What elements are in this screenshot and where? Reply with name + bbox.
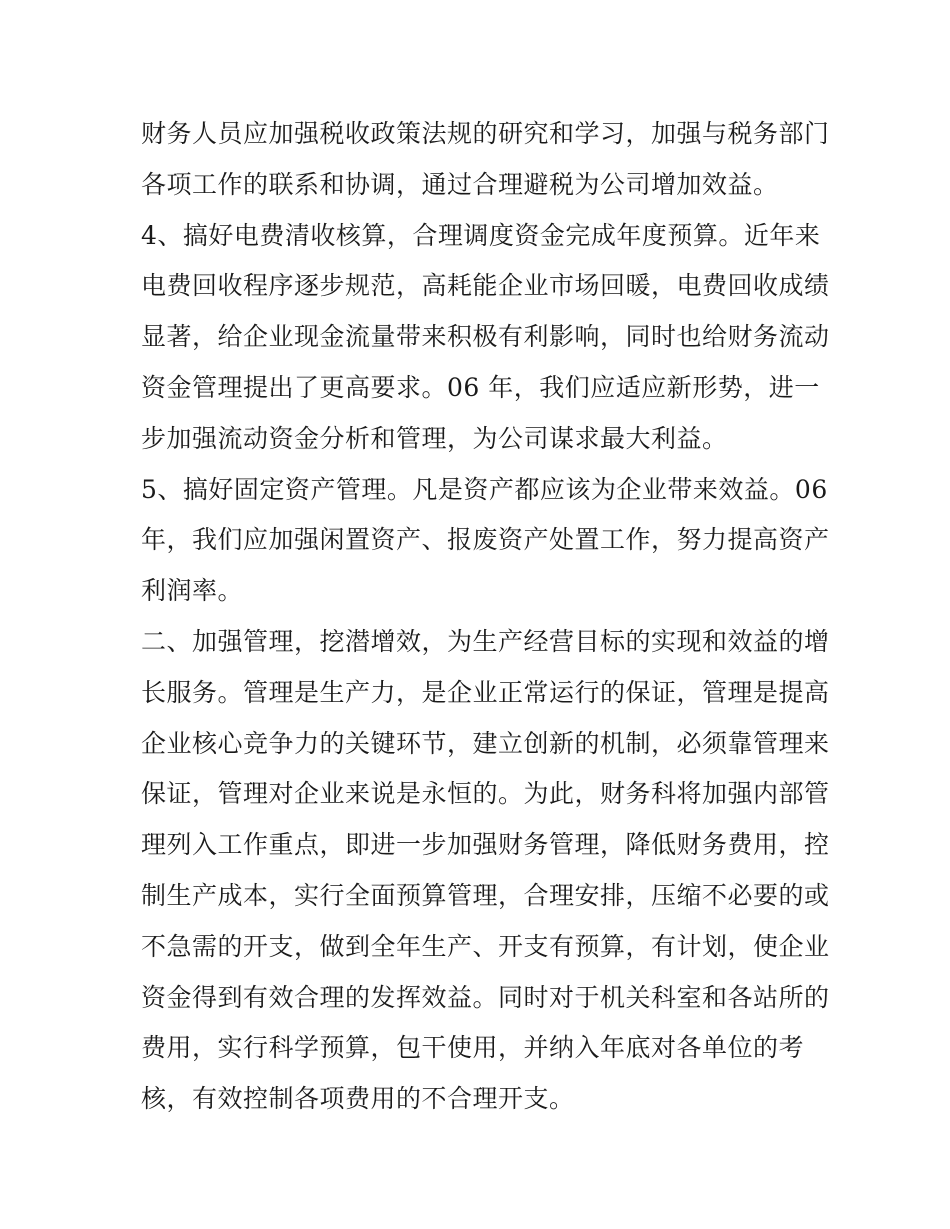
text-line: 企业核心竞争力的关键环节，建立创新的机制，必须靠管理来 — [141, 728, 830, 758]
text-line: 步加强流动资金分析和管理，为公司谋求最大利益。 — [141, 423, 728, 453]
text-line: 制生产成本，实行全面预算管理，合理安排，压缩不必要的或 — [141, 880, 830, 910]
text-line: 5、搞好固定资产管理。凡是资产都应该为企业带来效益。06 — [141, 474, 828, 504]
document-body — [141, 109, 830, 1125]
text-line: 二、加强管理，挖潜增效，为生产经营目标的实现和效益的增 — [141, 626, 830, 656]
text-line: 各项工作的联系和协调，通过合理避税为公司增加效益。 — [141, 169, 779, 199]
text-line: 电费回收程序逐步规范，高耗能企业市场回暖，电费回收成绩 — [141, 271, 830, 301]
text-line: 不急需的开支，做到全年生产、开支有预算，有计划，使企业 — [141, 931, 830, 961]
text-line: 利润率。 — [141, 576, 244, 606]
text-line: 保证，管理对企业来说是永恒的。为此，财务科将加强内部管 — [141, 779, 830, 809]
text-line: 资金得到有效合理的发挥效益。同时对于机关科室和各站所的 — [141, 982, 830, 1012]
text-line: 年，我们应加强闲置资产、报废资产处置工作，努力提高资产 — [141, 525, 830, 555]
text-line: 4、搞好电费清收核算，合理调度资金完成年度预算。近年来 — [141, 220, 821, 250]
text-line: 资金管理提出了更高要求。06 年，我们应适应新形势，进一 — [141, 372, 820, 402]
text-line: 长服务。管理是生产力，是企业正常运行的保证，管理是提高 — [141, 677, 830, 707]
text-line: 理列入工作重点，即进一步加强财务管理，降低财务费用，控 — [141, 830, 830, 860]
text-line: 费用，实行科学预算，包干使用，并纳入年底对各单位的考 — [141, 1033, 805, 1063]
text-line: 核，有效控制各项费用的不合理开支。 — [141, 1084, 575, 1114]
text-line: 显著，给企业现金流量带来积极有利影响，同时也给财务流动 — [141, 322, 830, 352]
text-line: 财务人员应加强税收政策法规的研究和学习，加强与税务部门 — [141, 119, 830, 148]
